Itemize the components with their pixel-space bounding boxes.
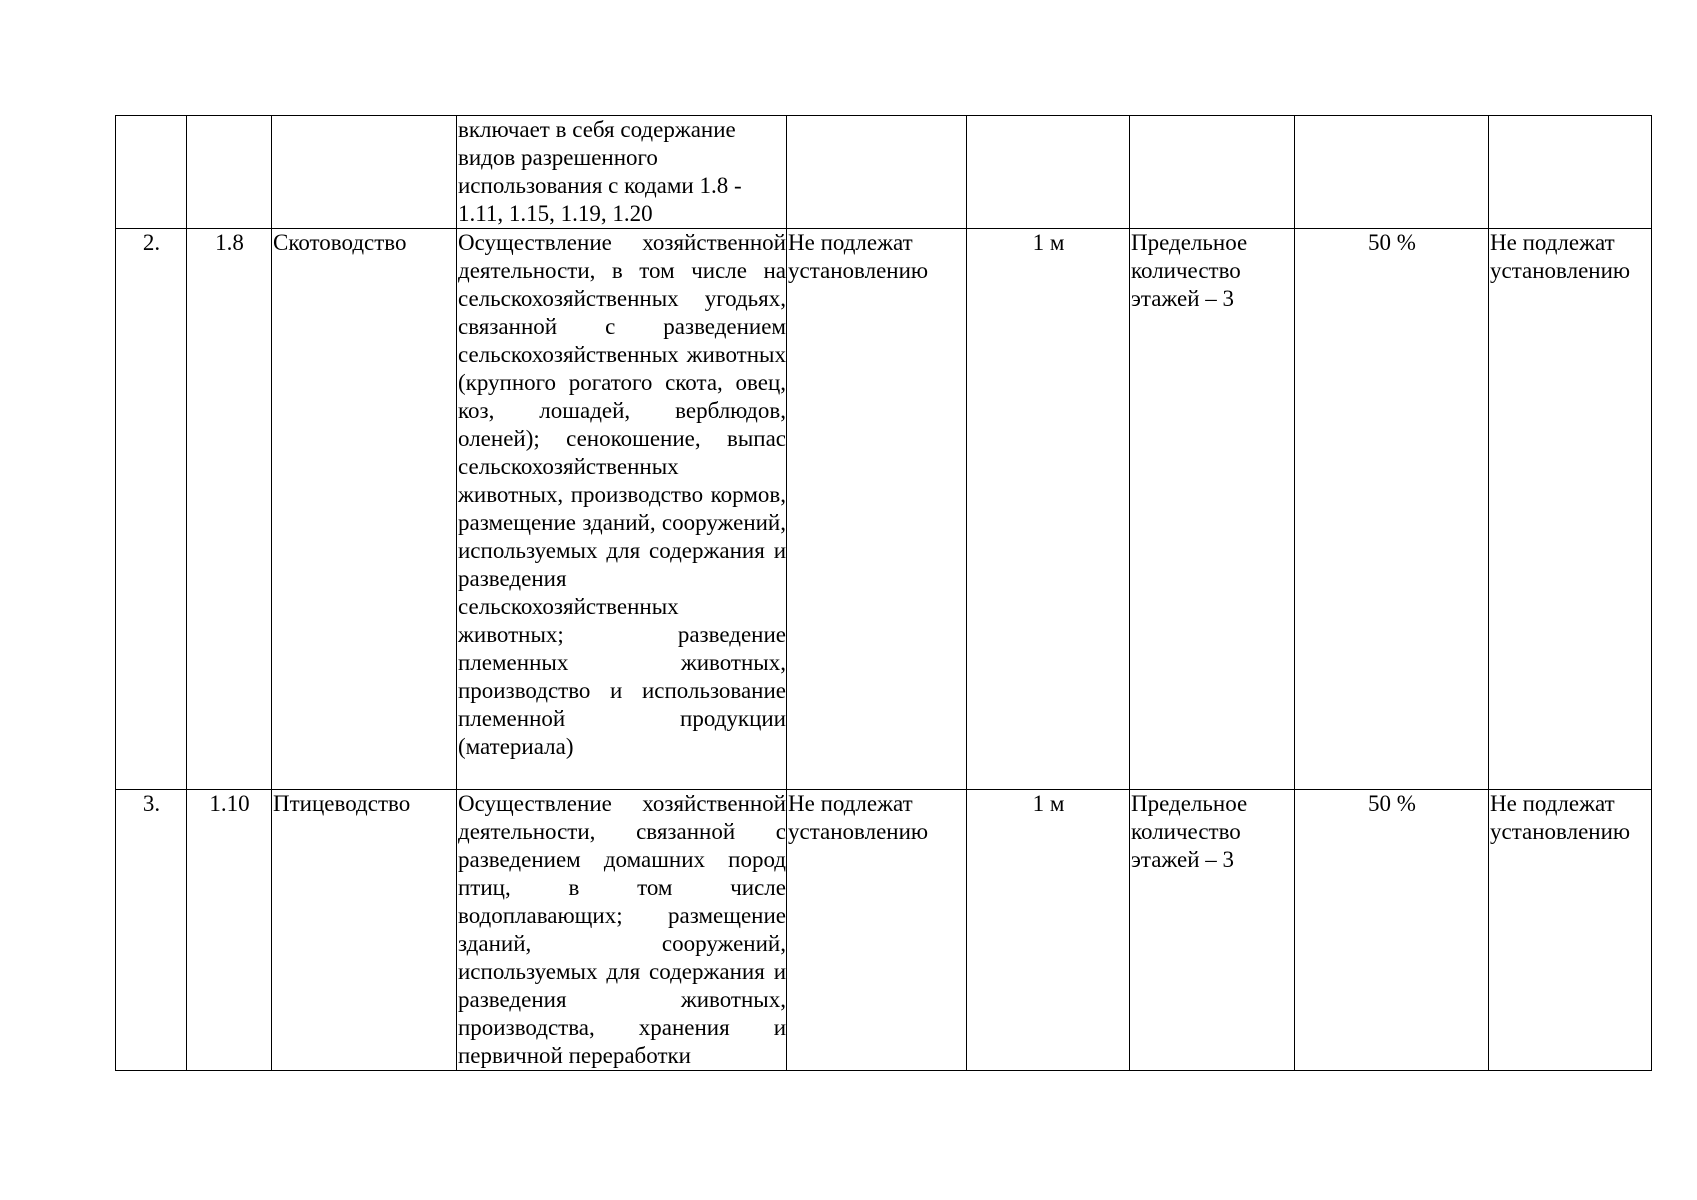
cell-description [457,229,787,790]
cell-code [187,116,272,229]
cell-description [457,790,787,1071]
cell-col8 [1295,790,1489,1071]
cell-col7 [1130,116,1295,229]
table-row [116,229,1652,790]
cell-col7 [1130,229,1295,790]
cell-col9 [1489,229,1652,790]
cell-col7 [1130,790,1295,1071]
cell-col9 [1489,790,1652,1071]
row-name: Птицеводство [273,791,411,816]
cell-code [187,229,272,790]
col6-text: 1 м [1032,230,1065,255]
cell-name [272,116,457,229]
cell-number [116,116,187,229]
col5-text: Не подлежат установлению [788,230,929,283]
cell-name [272,229,457,790]
cell-col5 [787,116,967,229]
cell-description [457,116,787,229]
col8-text: 50 % [1368,230,1416,255]
table-row [116,790,1652,1071]
row-number: 2. [142,230,161,255]
col5-text: Не подлежат установлению [788,791,929,844]
description-text: Осуществление хозяйственной деятельности, связанной с разведением домашних пород птиц, в том числе водоплавающих; размещение зданий, сооружений, используемых для содержания и разведения животных, производства, хранения и первичной переработки [458,791,786,1068]
cell-code [187,790,272,1071]
cell-col5 [787,790,967,1071]
col9-text: Не подлежат установлению [1490,230,1631,283]
cell-number [116,229,187,790]
cell-col6 [967,229,1130,790]
cell-name [272,790,457,1071]
description-text: включает в себя содержание видов разрешенного использования с кодами 1.8 - 1.11, 1.15, 1.19, 1.20 [458,117,742,226]
row-name: Скотоводство [273,230,407,255]
col7-text: Предельное количество этажей – 3 [1131,230,1248,311]
col9-text: Не подлежат установлению [1490,791,1631,844]
cell-col6 [967,116,1130,229]
regulations-table [115,115,1652,1071]
row-code: 1.8 [215,230,244,255]
table-row-continuation [116,116,1652,229]
cell-number [116,790,187,1071]
col6-text: 1 м [1032,791,1065,816]
cell-col8 [1295,229,1489,790]
cell-col5 [787,229,967,790]
cell-col6 [967,790,1130,1071]
col7-text: Предельное количество этажей – 3 [1131,791,1248,872]
row-code: 1.10 [209,791,250,816]
row-number: 3. [142,791,161,816]
cell-col8 [1295,116,1489,229]
description-text: Осуществление хозяйственной деятельности, в том числе на сельскохозяйственных угодьях, связанной с разведением сельскохозяйственных животных (крупного рогатого скота, овец, коз, лошадей, верблюдов, оленей); сенокошение, выпас сельскохозяйственных животных, производство кормов, размещение зданий, сооружений, используемых для содержания и разведения сельскохозяйственных животных; разведение племенных животных, производство и использование племенной продукции (материала) [458,230,786,759]
col8-text: 50 % [1368,791,1416,816]
cell-col9 [1489,116,1652,229]
